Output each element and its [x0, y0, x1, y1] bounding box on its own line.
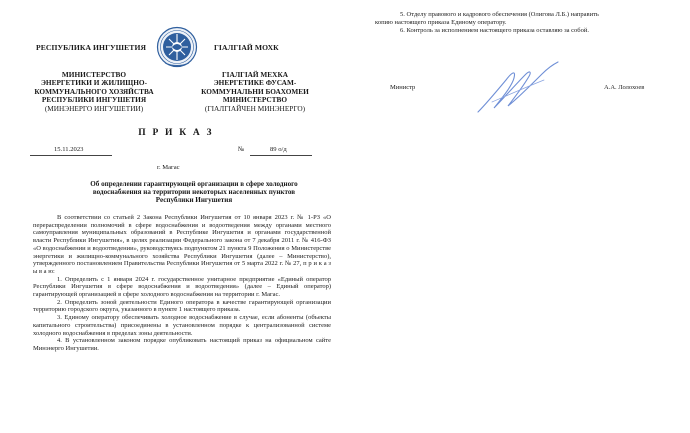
- ministry-ing-line: ГIАЛГIАЙ МЕХКА: [221, 70, 289, 79]
- ministry-ing-line: КОММУНАЛЬНИ БОАХОМЕИ: [201, 86, 309, 96]
- order-body: [33, 214, 331, 353]
- document-page-right: [352, 0, 690, 433]
- body-preamble: В соответствии со статьей 2 Закона Республики Ингушетия от 10 января 2023 г. № 1-РЗ «О перераспределении полномочий в сфере водоснабжения и водоотведения между органами местного самоуправления муниципальных образований в Республике Ингушетия и органами государственной власти Республики Ингушетия», в целях реализации Федерального закона от 7 декабря 2011 г. № 416-ФЗ «О водоснабжении и водоотведении», руководствуясь подпунктом 21 пункта 9 Положения о Министерстве энергетики и жилищно-коммунального хозяйства Республики Ингушетия (далее – Министерство), утвержденного постановлением Правительства Республики Ингушетия от 5 марта 2022 г. № 27, п р и к а з ы в а ю:: [33, 214, 331, 275]
- ministry-ing-line: ЭНЕРГЕТИКЕ ФУСАМ-: [213, 78, 297, 88]
- order-number: 89 о/д: [270, 146, 287, 153]
- item-6: 6. Контроль за исполнением настоящего приказа оставляю за собой.: [400, 27, 589, 34]
- order-title: П Р И К А З: [138, 128, 214, 138]
- ministry-ru-line: КОММУНАЛЬНОГО ХОЗЯЙСТВА: [34, 86, 154, 96]
- republic-name-ru: РЕСПУБЛИКА ИНГУШЕТИЯ: [36, 43, 147, 52]
- handwritten-signature-icon: [472, 58, 562, 118]
- ministry-ru-short: (МИНЭНЕРГО ИНГУШЕТИИ): [44, 103, 144, 113]
- republic-name-ing: ГIАЛГIАЙ МОХК: [214, 43, 279, 52]
- item-5-line-2: копию настоящего приказа Единому оператору.: [375, 19, 507, 26]
- date-underline: [30, 155, 112, 156]
- subject-line: Республики Ингушетия: [155, 196, 233, 205]
- ministry-ing-short: (ГIАЛГIАЙЧЕН МИНЭНЕРГО): [204, 103, 306, 113]
- order-number-sign: №: [238, 146, 245, 153]
- ministry-ru-line: МИНИСТЕРСТВО: [61, 70, 127, 79]
- item-5-line-1: 5. Отделу правового и кадрового обеспечения (Олигова Л.Б.) направить: [400, 11, 599, 18]
- body-item-2: 2. Определить зоной деятельности Единого оператора в качестве гарантирующей организации территорию городского округа, указанного в пункте 1 настоящего приказа.: [33, 298, 331, 314]
- ministry-name-ru: [24, 71, 164, 113]
- signature-name: А.А. Лолохоев: [604, 84, 645, 91]
- body-item-3: 3. Единому оператору обеспечивать холодное водоснабжение в случае, если абоненты (объекты капитального строительства) присоединены в установленном порядке к централизованной системе холодного водоснабжения в пределах зоны деятельности.: [33, 314, 331, 337]
- ministry-name-ing: [185, 71, 325, 113]
- order-subject: [78, 180, 310, 204]
- body-item-1: 1. Определить с 1 января 2024 г. государственное унитарное предприятие «Единый оператор Республики Ингушетия в сфере водоснабжения и водоотведения» (далее – Единый оператор) гарантирующей организацией в сфере холодного водоснабжения на территории г. Магас.: [33, 275, 331, 299]
- ministry-ru-line: РЕСПУБЛИКИ ИНГУШЕТИЯ: [41, 95, 147, 105]
- order-date: 15.11.2023: [54, 146, 84, 153]
- body-item-4: 4. В установленном законом порядке опубликовать настоящий приказ на официальном сайте Минэнерго Ингушетии.: [33, 337, 331, 352]
- coat-of-arms-ingushetia-icon: [156, 25, 198, 69]
- signature-position: Министр: [390, 84, 416, 91]
- number-underline: [250, 155, 312, 156]
- order-city: г. Магас: [157, 164, 180, 171]
- subject-line: Об определении гарантирующей организации в сфере холодного: [90, 180, 298, 188]
- ministry-ing-line: МИНИСТЕРСТВО: [222, 95, 288, 105]
- ministry-ru-line: ЭНЕРГЕТИКИ И ЖИЛИЩНО-: [40, 78, 148, 88]
- subject-line: водоснабжения на территории некоторых населенных пунктов: [92, 188, 296, 197]
